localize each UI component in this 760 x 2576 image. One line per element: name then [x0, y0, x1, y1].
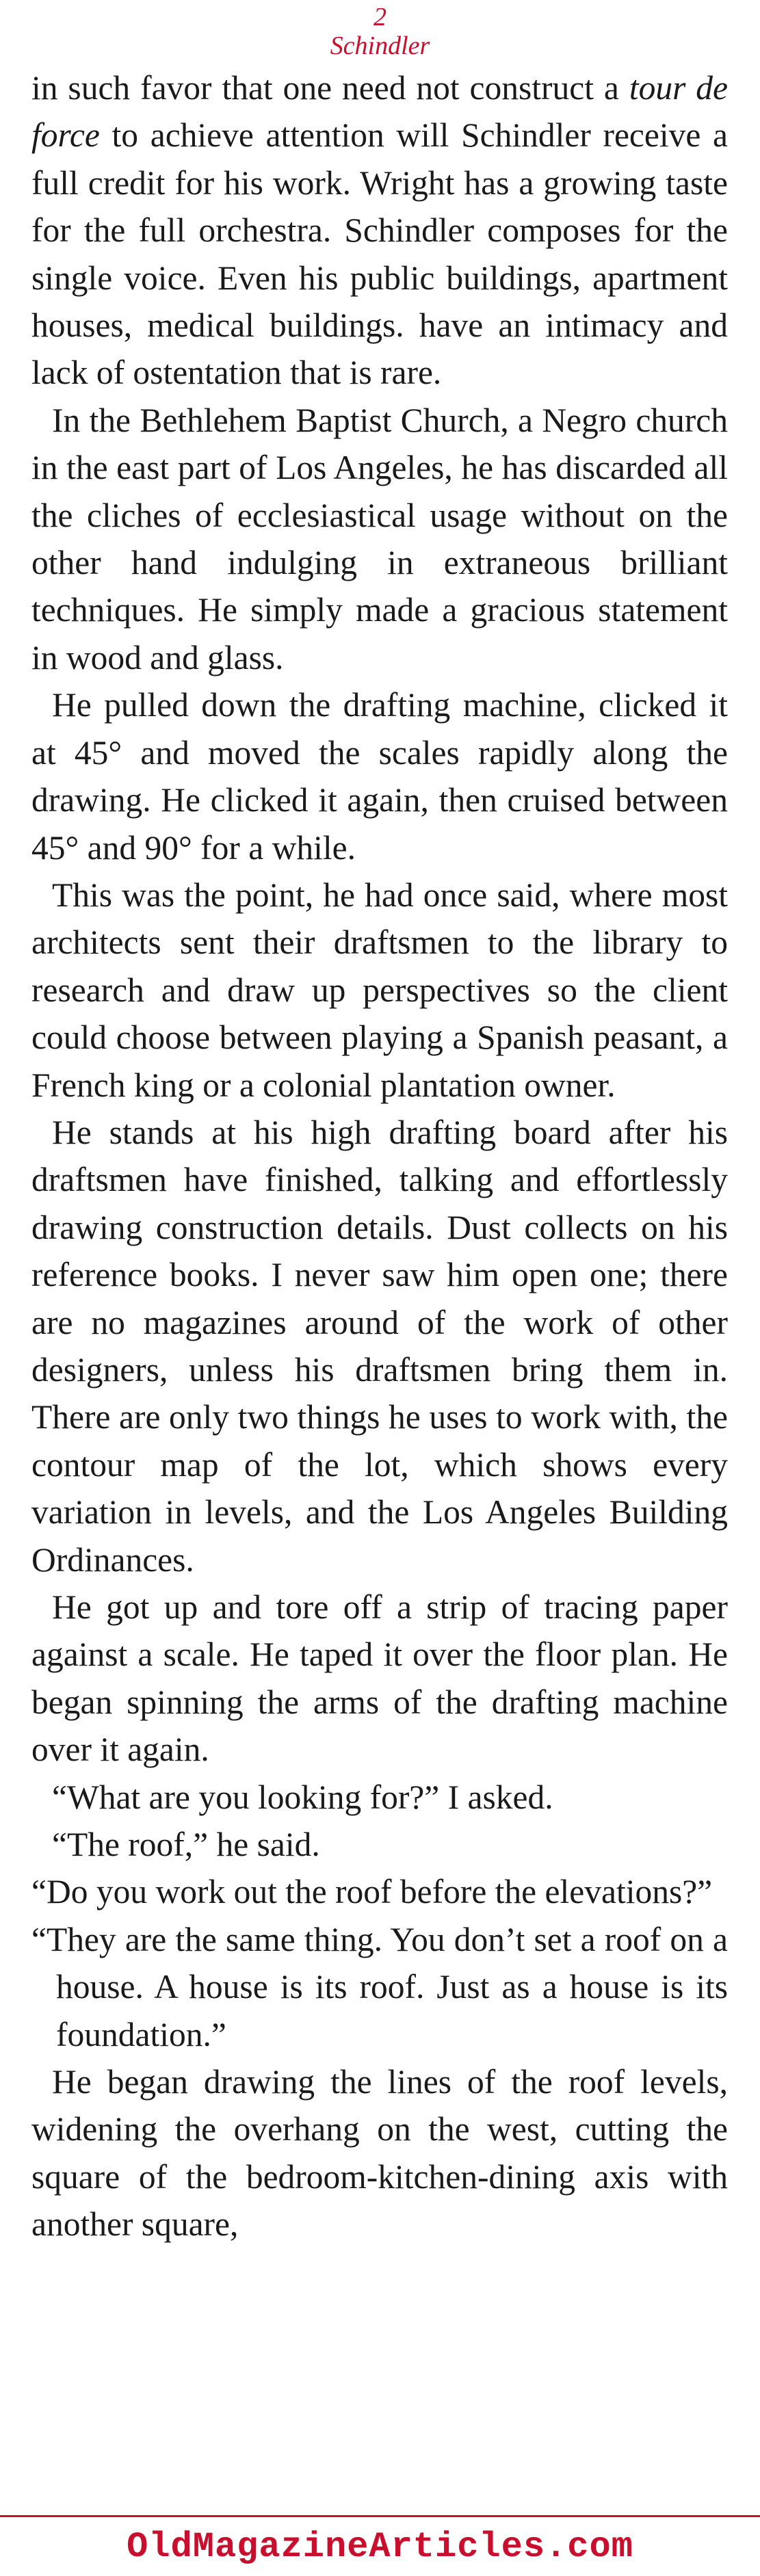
paragraph-1-text-b: to achieve attention will Schindler receive a full credit for his work. Wright has a growing taste for the full orchestra. Schindler composes for the single voice. Even his public buildings, apartment houses, medical buildings. have an intimacy and lack of ostentation that is rare.: [31, 116, 728, 392]
paragraph-5: He stands at his high drafting board after his draftsmen have finished, talking and effortlessly drawing construction details. Dust collects on his reference books. I never saw him open one; there are no magazines around of the work of other designers, unless his draftsmen bring them in. There are only two things he uses to work with, the contour map of the lot, which shows every variation in levels, and the Los Angeles Building Ordinances.: [31, 1113, 728, 1579]
running-head: Schindler: [330, 31, 430, 60]
page-number: 2: [374, 3, 386, 31]
paragraph-6: He got up and tore off a strip of tracing paper against a scale. He taped it over the floor plan. He began spinning the arms of the drafting machine over it again.: [31, 1588, 728, 1769]
paragraph-3: He pulled down the drafting machine, clicked it at 45° and moved the scales rapidly along the drawing. He clicked it again, then cruised between 45° and 90° for a while.: [31, 686, 728, 867]
dialogue-answer-house: “They are the same thing. You don’t set a roof on a house. A house is its roof. Just as a house is its foundation.”: [31, 1920, 728, 2053]
dialogue-answer-roof: “The roof,” he said.: [52, 1826, 320, 1864]
paragraph-1-text-a: in such favor that one need not construct a: [31, 69, 629, 107]
page-header: [0, 3, 760, 60]
article-body: [31, 64, 728, 2248]
paragraph-4: This was the point, he had once said, where most architects sent their draftsmen to the library to research and draw up perspectives so the client could choose between playing a Spanish peasant, a French king or a colonial plantation owner.: [31, 876, 728, 1104]
paragraph-final: He began drawing the lines of the roof levels, widening the overhang on the west, cutting the square of the bedroom-kitchen-dining axis with another square,: [31, 2063, 728, 2244]
italic-phrase: tour de force: [31, 69, 728, 155]
dialogue-question-elevations: “Do you work out the roof before the elevations?”: [31, 1873, 713, 1911]
paragraph-2: In the Bethlehem Baptist Church, a Negro church in the east part of Los Angeles, he has discarded all the cliches of ecclesiastical usage without on the other hand indulging in extraneous brilliant techniques. He simply made a gracious statement in wood and glass.: [31, 401, 728, 676]
site-name-link[interactable]: OldMagazineArticles.com: [127, 2526, 633, 2567]
dialogue-question: “What are you looking for?” I asked.: [52, 1778, 553, 1816]
paragraph-1: [31, 64, 728, 397]
footer-banner: [0, 2515, 760, 2576]
